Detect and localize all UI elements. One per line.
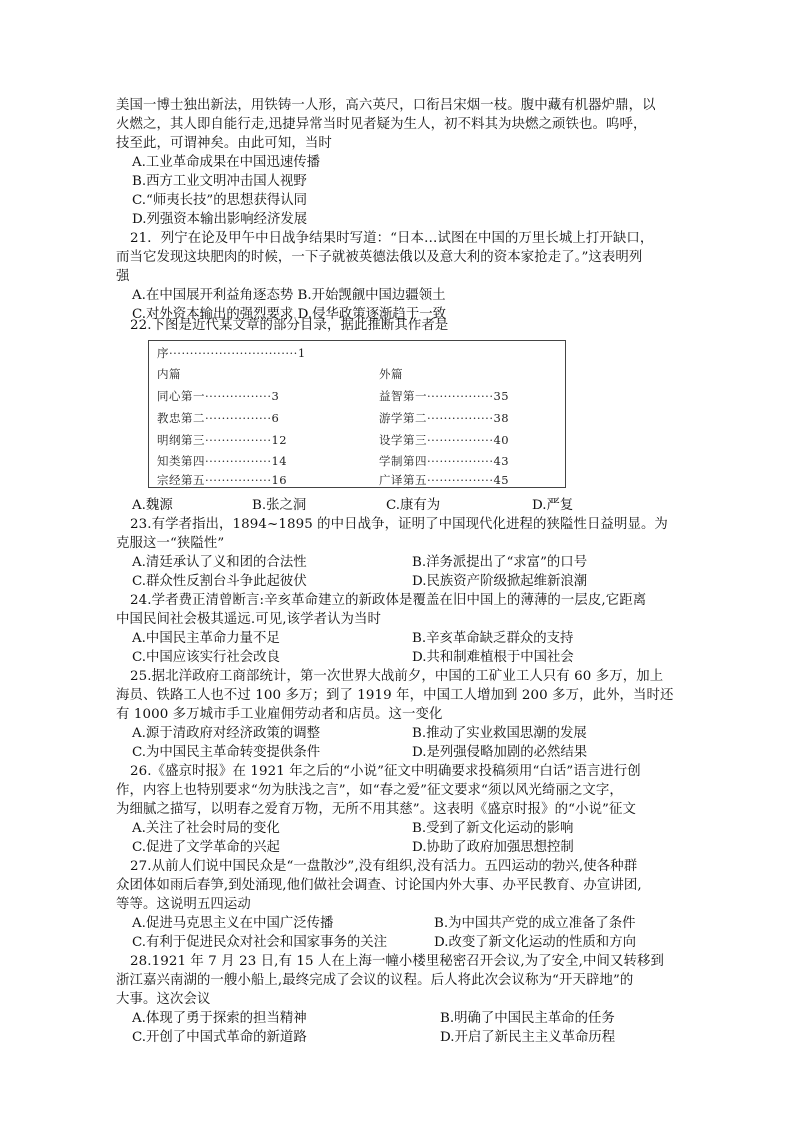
toc-outer-item: 益智第一················35 [379,389,510,403]
q27-line-3: 等等。这说明五四运动 [116,897,251,912]
toc-outer-item: 游学第二················38 [379,411,510,425]
intro-option-d: D.列强资本输出影响经济发展 [132,212,308,227]
q22-option-b: B.张之洞 [252,498,307,513]
q22-option-d: D.严复 [532,498,574,513]
q22-line-1: 22.下图是近代某文章的部分目录，据此推断其作者是 [130,318,449,333]
q23-line-1: 23.有学者指出，1894~1895 的中日战争，证明了中国现代化进程的狭隘性日益明显。为 [130,517,668,532]
q28-line-2: 浙江嘉兴南湖的一艘小船上,最终完成了会议的议程。后人将此次会议称为“开天辟地”的 [116,973,634,988]
q26-line-3: 为细腻之描写，以明春之爱育万物，无所不用其慈”。这表明《盛京时报》的“小说”征文 [116,802,636,817]
q24-line-2: 中国民间社会极其遥远.可见,该学者认为当时 [116,612,382,627]
intro-option-a: A.工业革命成果在中国迅速传播 [132,155,321,170]
q26-option-b: B.受到了新文化运动的影响 [412,821,574,836]
intro-option-c: C.“师夷长技”的思想获得认同 [132,193,308,208]
q26-option-d: D.协助了政府加强思想控制 [412,840,574,855]
q25-option-c: C.为中国民主革命转变提供条件 [132,745,321,760]
q27-line-1: 27.从前人们说中国民众是“一盘散沙”,没有组织,没有活力。五四运动的勃兴,使各种群 [130,859,638,874]
q22-option-a: A.魏源 [132,498,173,513]
toc-outer-title: 外篇 [379,367,403,381]
q26-line-1: 26.《盛京时报》在 1921 年之后的“小说”征文中明确要求投稿须用“白话”语言进行创 [130,764,641,779]
q24-option-a: A.中国民主革命力量不足 [132,631,280,646]
q28-option-c: C.开创了中国式革命的新道路 [132,1030,307,1045]
q27-option-d: D.改变了新文化运动的性质和方向 [434,935,636,950]
toc-preface: 序·······························1 [157,346,306,360]
intro-option-b: B.西方工业文明冲击国人视野 [132,174,307,189]
toc-inner-item: 知类第四················14 [157,454,288,468]
q23-option-b: B.洋务派提出了“求富”的口号 [412,555,588,570]
q28-line-3: 大事。这次会议 [116,992,211,1007]
intro-line-3: 技至此，可谓神矣。由此可知，当时 [116,136,332,151]
intro-line-1: 美国一博士独出新法，用铁铸一人形，高六英尺，口衔吕宋烟一枝。腹中藏有机器炉鼎，以 [116,98,656,113]
q28-option-b: B.明确了中国民主革命的任务 [440,1011,615,1026]
q28-option-d: D.开启了新民主主义革命历程 [440,1030,616,1045]
q25-line-3: 有 1000 多万城市手工业雇佣劳动者和店员。这一变化 [116,707,443,722]
q26-option-c: C.促进了文学革命的兴起 [132,840,280,855]
toc-outer-item: 设学第三················40 [379,433,510,447]
toc-inner-item: 教忠第二················6 [157,411,280,425]
q22-option-c: C.康有为 [386,498,441,513]
q28-option-a: A.体现了勇于探索的担当精神 [132,1011,307,1026]
q24-option-b: B.辛亥革命缺乏群众的支持 [412,631,574,646]
q23-option-c: C.群众性反割台斗争此起彼伏 [132,574,307,589]
q27-line-2: 众团体如雨后春笋,到处涌现,他们做社会调查、讨论国内外大事、办平民教育、办宣讲团, [116,878,642,893]
toc-inner-item: 宗经第五················16 [157,473,288,487]
q25-option-a: A.源于清政府对经济政策的调整 [132,726,321,741]
q25-option-d: D.是列强侵略加剧的必然结果 [412,745,588,760]
intro-line-2: 火燃之，其人即自能行走,迅捷异常当时见者疑为生人，初不料其为块燃之顽铁也。呜呼， [116,117,647,132]
q21-options-cd: C.对外资本输出的强烈要求 D.侵华政策逐渐趋于一致 [132,307,446,322]
q28-line-1: 28.1921 年 7 月 23 日,有 15 人在上海一幢小楼里秘密召开会议,为了安全,中间又转移到 [130,954,664,969]
q27-option-c: C.有利于促进民众对社会和国家事务的关注 [132,935,388,950]
toc-inner-item: 同心第一················3 [157,389,280,403]
q26-line-2: 作，内容上也特别要求“勿为肤浅之言”，如“春之爱”征文要求“须以风光绮丽之文字， [116,783,623,798]
q21-line-2: 而当它发现这块肥肉的时候，一下子就被英德法俄以及意大利的资本家抢走了。”这表明列 [116,250,643,265]
q27-option-a: A.促进马克思主义在中国广泛传播 [132,916,334,931]
q23-option-a: A.清廷承认了义和团的合法性 [132,555,307,570]
q26-option-a: A.关注了社会时局的变化 [132,821,280,836]
table-of-contents-figure [148,340,566,488]
q25-option-b: B.推动了实业救国思潮的发展 [412,726,587,741]
q21-line-3: 强 [116,269,130,284]
q23-option-d: D.民族资产阶级掀起维新浪潮 [412,574,588,589]
q25-line-2: 海员、铁路工人也不过 100 多万；到了 1919 年，中国工人增加到 200 多万，此外，当时还 [116,688,674,703]
q24-option-d: D.共和制难植根于中国社会 [412,650,574,665]
q24-line-1: 24.学者费正清曾断言:辛亥革命建立的新政体是覆盖在旧中国上的薄薄的一层皮,它距离 [130,593,647,608]
toc-outer-item: 学制第四················43 [379,454,510,468]
q24-option-c: C.中国应该实行社会改良 [132,650,280,665]
toc-inner-item: 明纲第三················12 [157,433,288,447]
q21-options-ab: A.在中国展开利益角逐态势 B.开始觊觎中国边疆领土 [132,288,446,303]
q27-option-b: B.为中国共产党的成立准备了条件 [434,916,636,931]
q23-line-2: 克服这一“狭隘性” [116,536,225,551]
q21-line-1: 21．列宁在论及甲午中日战争结果时写道：“日本…试图在中国的万里长城上打开缺口， [130,231,654,246]
q25-line-1: 25.据北洋政府工商部统计，第一次世界大战前夕，中国的工矿业工人只有 60 多万，加上 [130,669,664,684]
toc-outer-item: 广译第五················45 [379,473,510,487]
toc-inner-title: 内篇 [157,367,181,381]
